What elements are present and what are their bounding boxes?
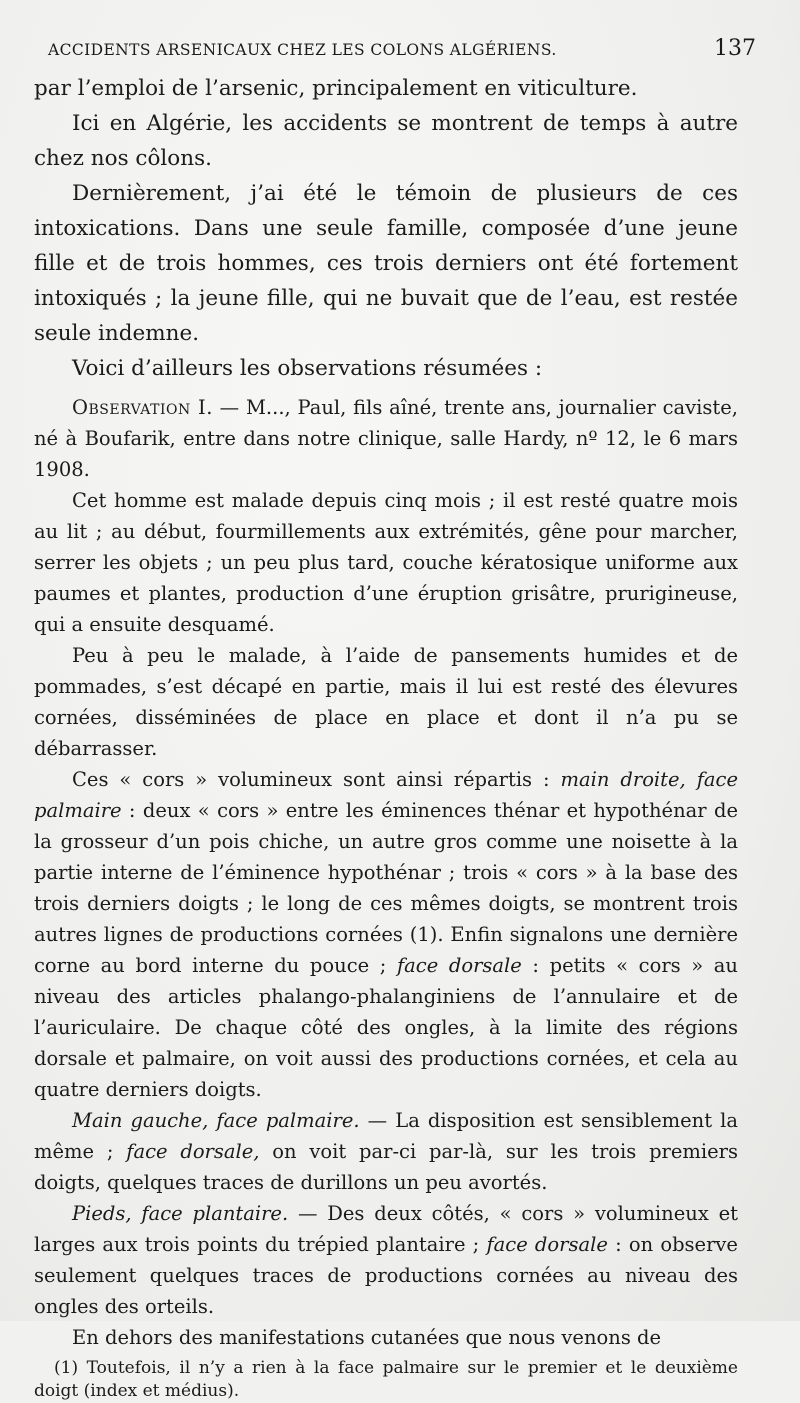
footnote (34, 1357, 738, 1403)
observation-paragraph: Pieds, face plantaire. — Des deux côtés, « cors » volumineux et larges aux trois points du trépied plantaire ; face dorsale : on observe seulement quelques traces de productions cornées au niveau des ongles des orteils. (34, 1202, 739, 1318)
page-number: 137 (714, 36, 756, 61)
paragraph-continuation: par l’emploi de l’arsenic, principalement en viticulture. (34, 76, 638, 101)
paragraph: Dernièrement, j’ai été le témoin de plusieurs de ces intoxications. Dans une seule famille, composée d’une jeune fille et de trois hommes, ces trois derniers ont été fortement intoxiqués ; la jeune fille, qui ne buvait que de l’eau, est restée seule indemne. (34, 181, 738, 346)
observation-intro: Observation I. — M..., Paul, fils aîné, trente ans, journalier caviste, né à Boufarik, entre dans notre clinique, salle Hardy, nº 12, le 6 mars 1908. (34, 396, 738, 481)
main-text (34, 71, 738, 386)
paragraph: Ici en Algérie, les accidents se montrent de temps à autre chez nos côlons. (34, 111, 738, 171)
footnote-text: (1) Toutefois, il n’y a rien à la face palmaire sur le premier et le deuxième doigt (index et médius). (34, 1358, 738, 1401)
observation-paragraph: Cet homme est malade depuis cinq mois ; il est resté quatre mois au lit ; au début, fourmillements aux extrémités, gêne pour marcher, serrer les objets ; un peu plus tard, couche kératosique uniforme aux paumes et plantes, production d’une éruption grisâtre, prurigineuse, qui a ensuite desquamé. (34, 489, 738, 636)
running-title: ACCIDENTS ARSENICAUX CHEZ LES COLONS ALGÉRIENS. (48, 41, 557, 59)
observation-paragraph: Ces « cors » volumineux sont ainsi répartis : main droite, face palmaire : deux « cors » entre les éminences thénar et hypothénar de la grosseur d’un pois chiche, un autre gros comme une noisette à la partie interne de l’éminence hypothénar ; trois « cors » à la base des trois derniers doigts ; le long de ces mêmes doigts, se montrent trois autres lignes de productions cornées (1). Enfin signalons une dernière corne au bord interne du pouce ; face dorsale : petits « cors » au niveau des articles phalango-phalanginiens de l’annulaire et de l’auriculaire. De chaque côté des ongles, à la limite des régions dorsale et palmaire, on voit aussi des productions cornées, et cela au quatre derniers doigts. (34, 768, 738, 1101)
observation-paragraph: Peu à peu le malade, à l’aide de pansements humides et de pommades, s’est décapé en partie, mais il lui est resté des élevures cornées, disséminées de place en place et dont il n’a pu se débarrasser. (34, 644, 738, 760)
observation-paragraph: Main gauche, face palmaire. — La disposition est sensiblement la même ; face dorsale, on voit par-ci par-là, sur les trois premiers doigts, quelques traces de durillons un peu avortés. (34, 1109, 739, 1194)
running-header (48, 36, 756, 61)
observation-heading: Observation I. (72, 396, 213, 419)
observation-block (34, 392, 738, 1353)
paragraph: Voici d’ailleurs les observations résumées : (72, 356, 543, 381)
observation-paragraph: En dehors des manifestations cutanées que nous venons de (72, 1326, 662, 1349)
